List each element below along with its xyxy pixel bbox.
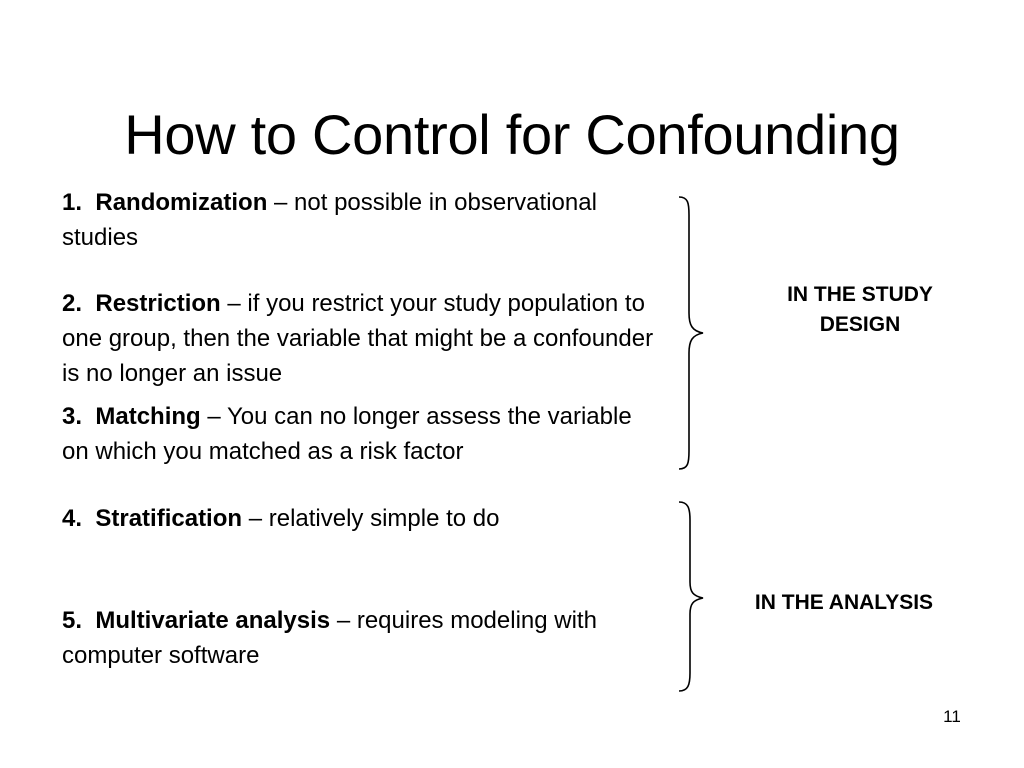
method-item-restriction: [62, 286, 662, 391]
slide-number: 11: [943, 707, 961, 726]
study-design-brace-icon: [676, 195, 706, 471]
method-name: Multivariate analysis: [95, 607, 331, 634]
analysis-label: IN THE ANALYSIS: [754, 591, 934, 614]
method-name: Randomization: [95, 189, 268, 216]
method-name: Stratification: [95, 505, 243, 532]
method-description: – You can no longer assess the variable on which you matched as a risk factor: [62, 403, 632, 465]
study-design-label: IN THE STUDY DESIGN: [787, 283, 933, 336]
analysis-brace-icon: [676, 500, 706, 693]
slide-title: How to Control for Confounding: [124, 102, 900, 166]
method-description: – relatively simple to do: [248, 505, 500, 532]
method-item-randomization: [62, 185, 662, 255]
method-number: 2.: [62, 290, 83, 317]
method-description: – requires modeling with computer software: [62, 607, 597, 669]
method-name: Matching: [95, 403, 201, 430]
method-item-multivariate-analysis: [62, 603, 662, 673]
method-description: – if you restrict your study population to one group, then the variable that might be a confounder is no longer an issue: [62, 290, 654, 387]
method-name: Restriction: [95, 290, 221, 317]
method-number: 3.: [62, 403, 83, 430]
method-item-stratification: [62, 501, 662, 536]
method-number: 4.: [62, 505, 83, 532]
method-description: – not possible in observational studies: [62, 189, 597, 251]
method-item-matching: [62, 399, 662, 469]
method-number: 5.: [62, 607, 83, 634]
method-number: 1.: [62, 189, 83, 216]
